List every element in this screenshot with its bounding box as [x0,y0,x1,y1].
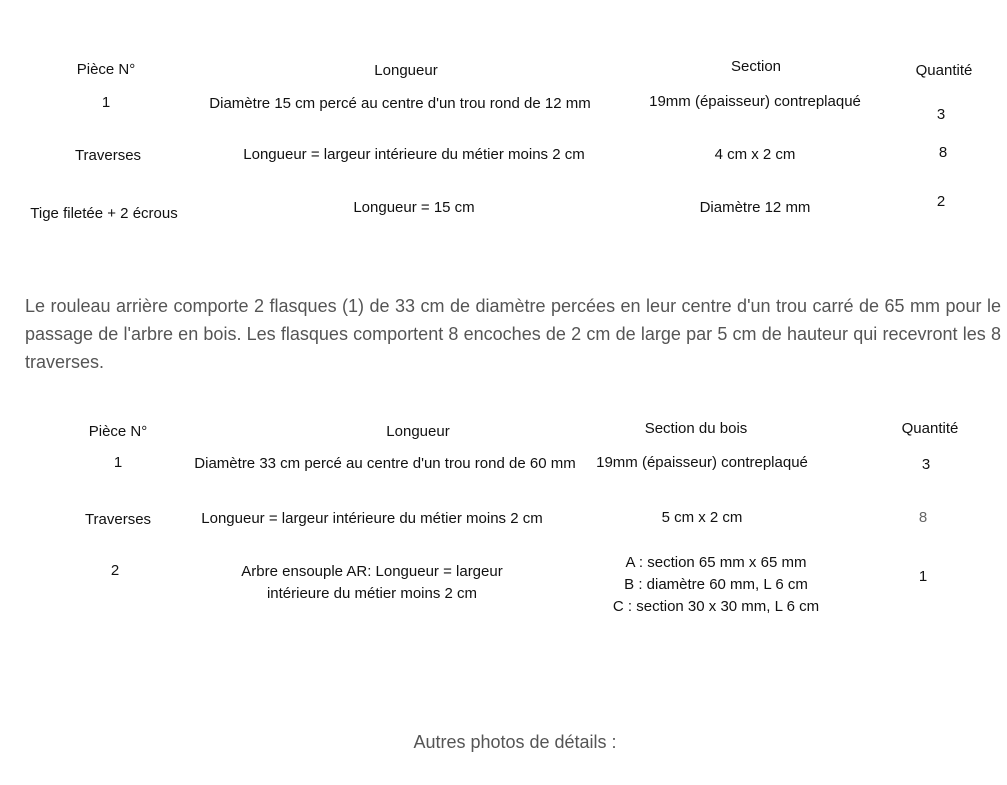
cell-longueur: Longueur = largeur intérieure du métier moins 2 cm [201,510,543,527]
cell-piece: Traverses [84,511,152,528]
cell-section: 5 cm x 2 cm [661,509,743,526]
cell-piece: Traverses [74,147,142,164]
description-paragraph: Le rouleau arrière comporte 2 flasques (1) de 33 cm de diamètre percées en leur centre d'un trou carré de 65 mm pour le passage de l'arbre en bois. Les flasques comportent 8 encoches de 2 cm de large par 5 cm de hauteur qui recevront les 8 traverses. [25,296,1001,372]
cell-quantite: 8 [938,144,948,161]
cell-quantite: 8 [918,509,928,526]
cell-piece: 2 [110,562,120,579]
cell-longueur: Diamètre 33 cm percé au centre d'un trou rond de 60 mm [194,455,576,472]
cell-longueur [241,561,502,605]
cell-quantite: 3 [936,106,946,123]
cell-piece: 1 [113,454,123,471]
cell-piece: 1 [101,94,111,111]
header-longueur: Longueur [386,423,450,440]
cell-quantite: 2 [936,193,946,210]
cell-quantite: 1 [918,568,928,585]
header-quantite: Quantité [915,62,973,79]
cell-section: 19mm (épaisseur) contreplaqué [596,454,808,471]
cell-section-line: A : section 65 mm x 65 mm [625,554,807,571]
cell-section: 19mm (épaisseur) contreplaqué [649,93,861,110]
cell-section-line: B : diamètre 60 mm, L 6 cm [624,576,808,593]
cell-piece: Tige filetée + 2 écrous [30,205,178,222]
header-section: Section [730,58,782,75]
other-photos-label: Autres photos de détails : [413,732,617,752]
header-longueur: Longueur [374,62,438,79]
cell-longueur-line: Arbre ensouple AR: Longueur = largeur [241,563,503,580]
header-piece: Pièce N° [88,423,148,440]
cell-longueur: Longueur = largeur intérieure du métier moins 2 cm [243,146,585,163]
header-section: Section du bois [644,420,748,437]
cell-longueur-line: intérieure du métier moins 2 cm [266,585,478,602]
cell-section-line: C : section 30 x 30 mm, L 6 cm [612,598,820,615]
header-piece: Pièce N° [76,61,136,78]
cell-longueur: Diamètre 15 cm percé au centre d'un trou rond de 12 mm [209,95,591,112]
cell-section: Diamètre 12 mm [699,199,811,216]
cell-section: 4 cm x 2 cm [714,146,796,163]
cell-section [613,552,819,618]
cell-quantite: 3 [921,456,931,473]
cell-longueur: Longueur = 15 cm [353,199,475,216]
header-quantite: Quantité [901,420,959,437]
